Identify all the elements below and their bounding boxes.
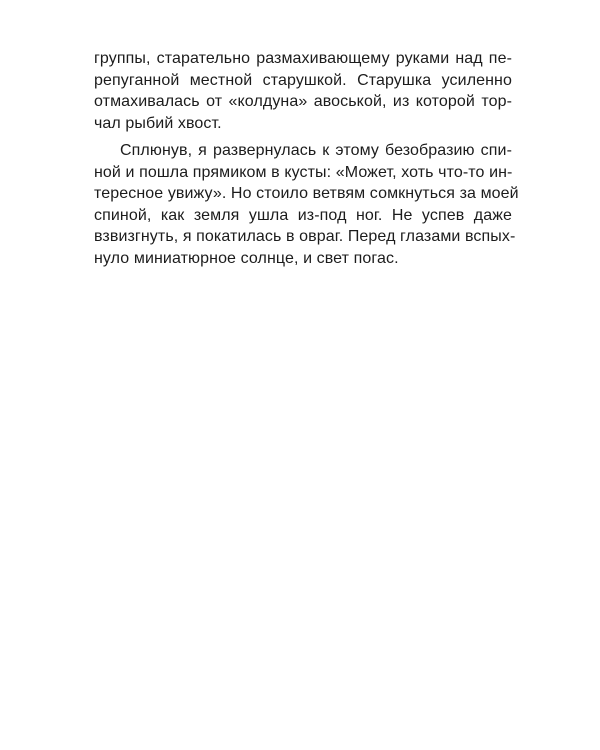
text-line: репуганной местной старушкой. Старушка усиленно [94,71,512,89]
text-line: тересное увижу». Но стоило ветвям сомкнуться за моей [94,185,519,202]
text-line: нуло миниатюрное солнце, и свет погас. [94,249,399,267]
paragraph [94,140,519,269]
text-line: отмахивалась от «колдуна» авоськой, из которой тор- [94,93,512,110]
text-line: группы, старательно размахивающему руками над пе- [94,50,512,67]
body-text [94,48,519,269]
text-line: Сплюнув, я развернулась к этому безобразию спи- [120,142,512,159]
text-line: ной и пошла прямиком в кусты: «Может, хоть что-то ин- [94,163,513,181]
paragraph [94,48,512,134]
text-line: взвизгнуть, я покатилась в овраг. Перед глазами вспых- [94,228,516,245]
text-line: спиной, как земля ушла из-под ног. Не успев даже [94,206,512,224]
text-line: чал рыбий хвост. [94,114,222,132]
